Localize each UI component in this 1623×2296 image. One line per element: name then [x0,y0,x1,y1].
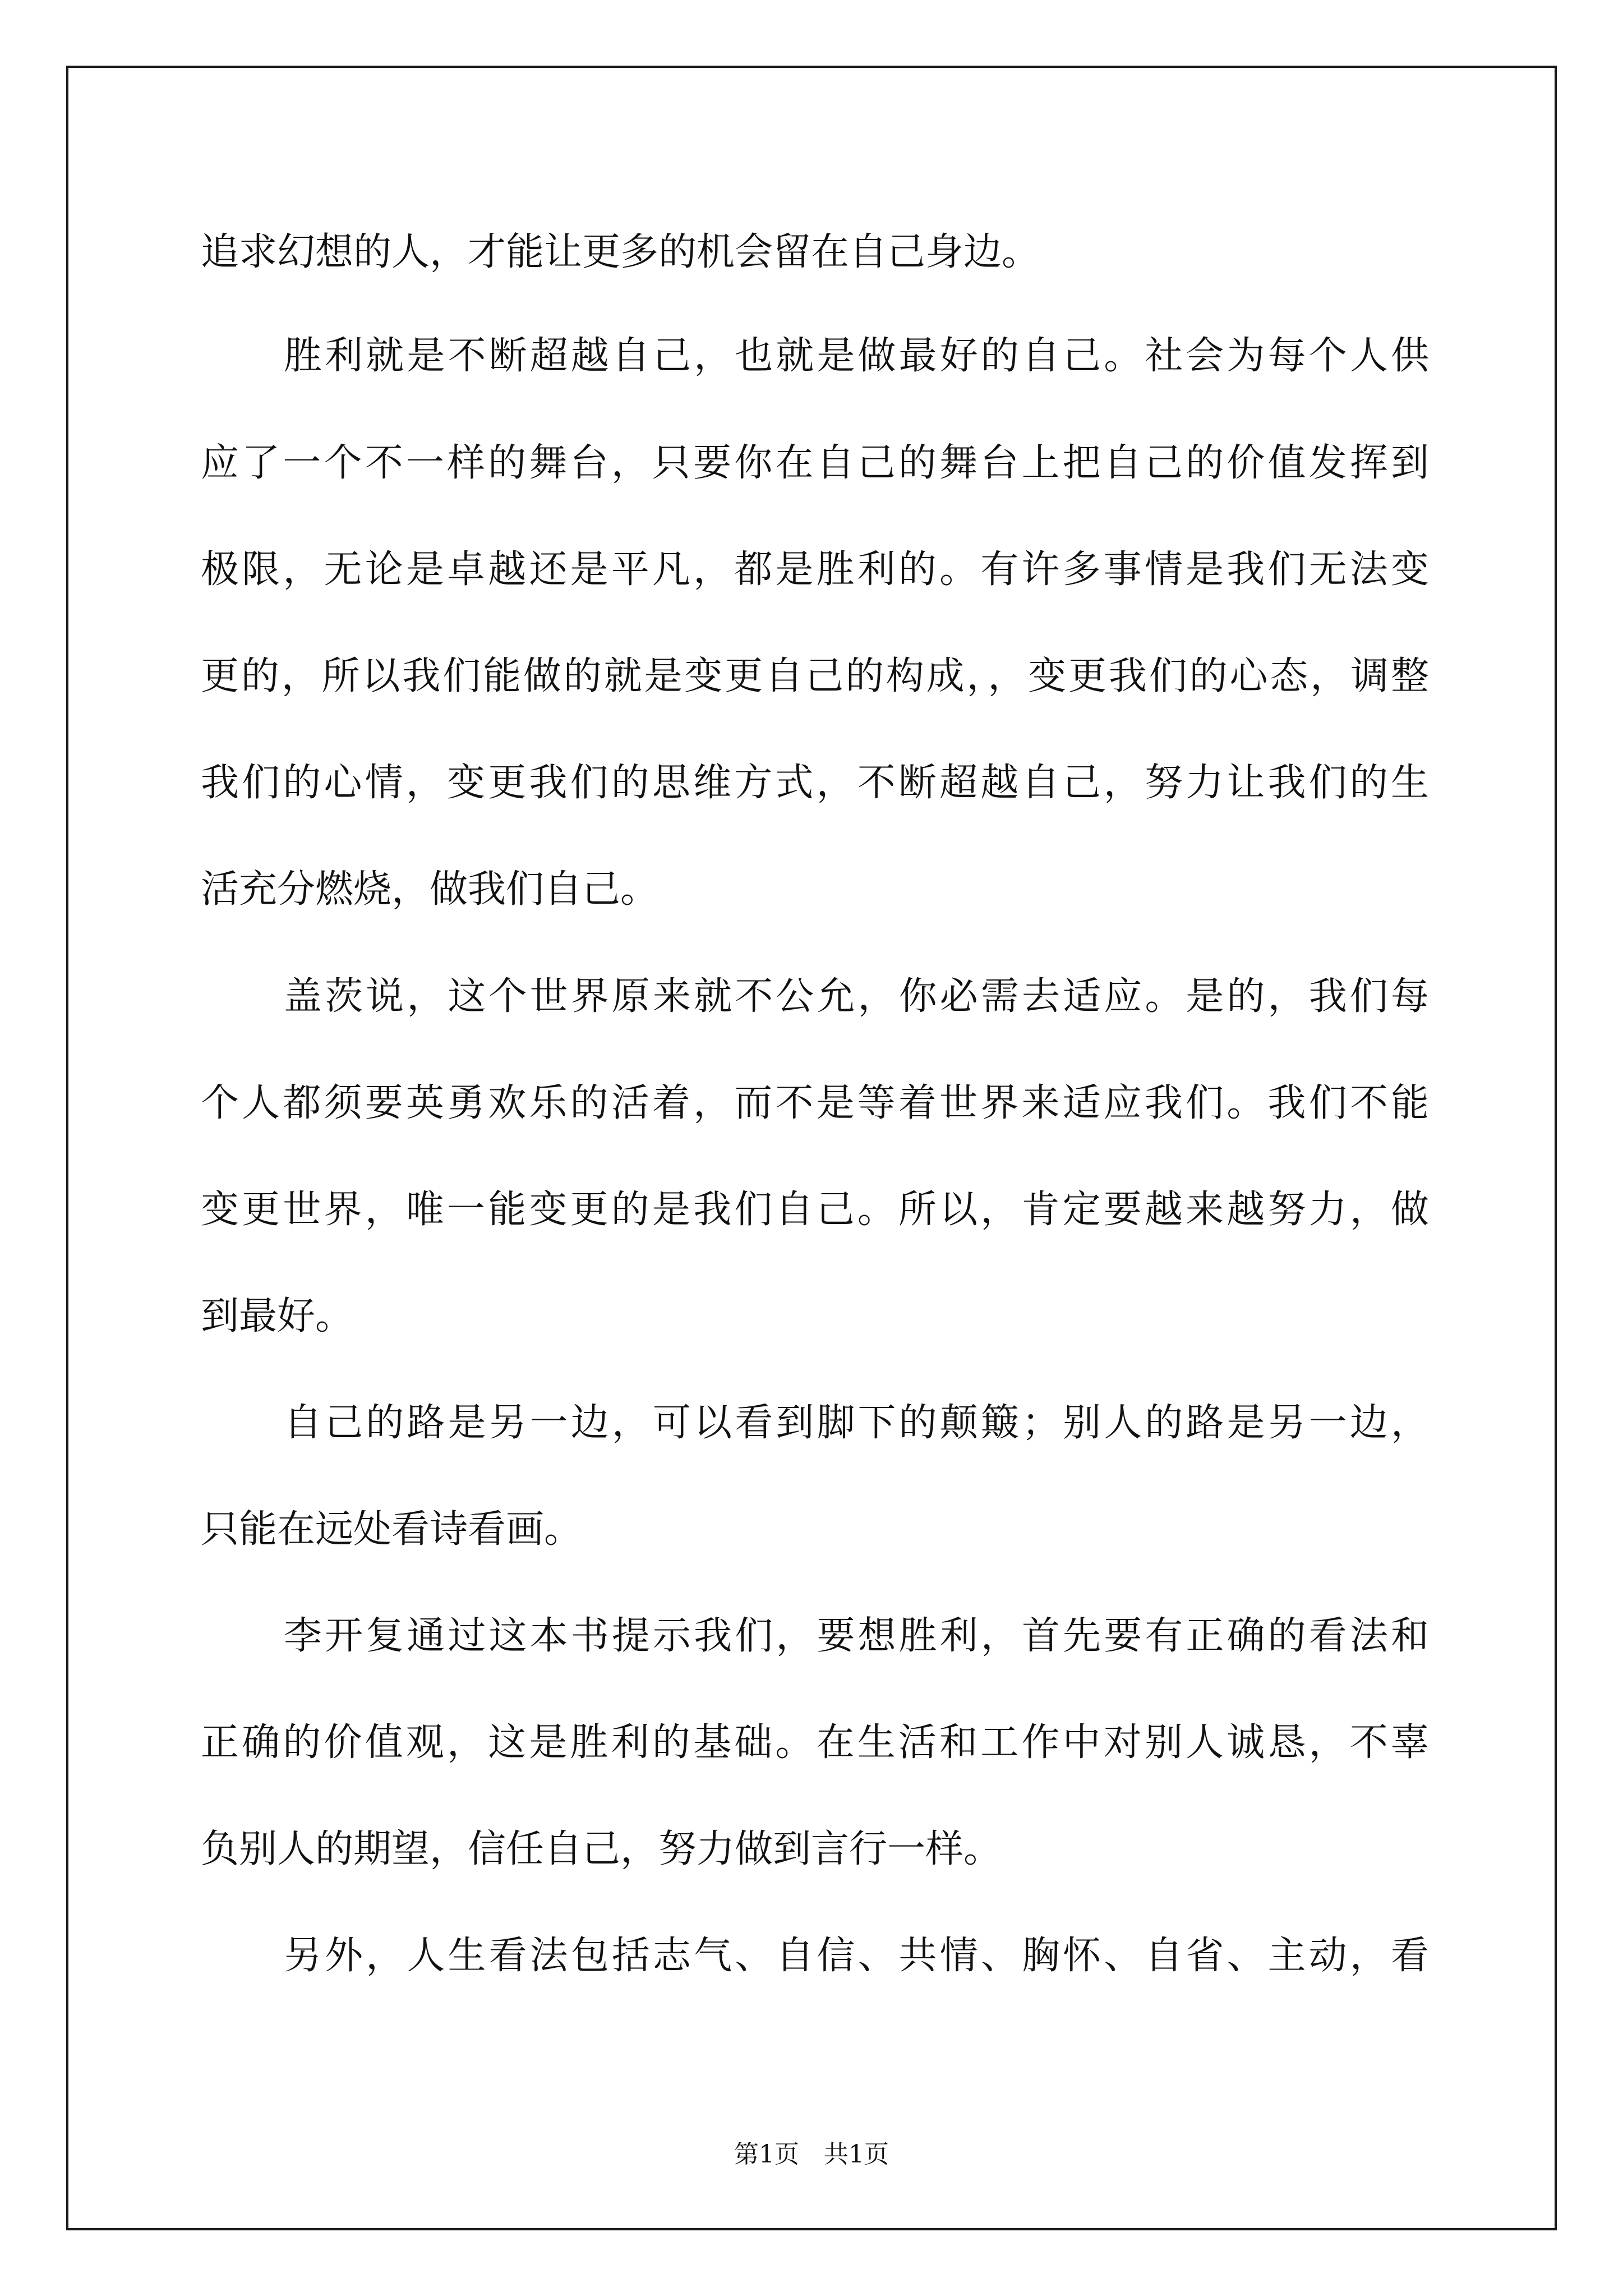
page-number: 第1页 共1页 [734,2140,889,2169]
body-line-11: 到最好。 [201,1294,354,1338]
page-border [66,66,1557,2230]
body-line-14: 李开复通过这本书提示我们，要想胜利，首先要有正确的看法和 [284,1614,1429,1658]
body-line-2: 胜利就是不断超越自己，也就是做最好的自己。社会为每个人供 [284,334,1429,378]
body-line-17: 另外，人生看法包括志气、自信、共情、胸怀、自省、主动，看 [284,1934,1429,1978]
body-line-13: 只能在远处看诗看画。 [201,1507,583,1552]
body-line-6: 我们的心情，变更我们的思维方式，不断超越自己，努力让我们的生 [201,761,1429,805]
body-line-16: 负别人的期望，信任自己，努力做到言行一样。 [201,1827,1002,1871]
body-line-9: 个人都须要英勇欢乐的活着，而不是等着世界来适应我们。我们不能 [201,1081,1429,1125]
body-line-1: 追求幻想的人，才能让更多的机会留在自己身边。 [201,230,1040,274]
body-line-12: 自己的路是另一边，可以看到脚下的颠簸；别人的路是另一边， [284,1401,1429,1445]
body-line-10: 变更世界，唯一能变更的是我们自己。所以，肯定要越来越努力，做 [201,1188,1429,1232]
body-line-7: 活充分燃烧，做我们自己。 [201,867,659,912]
body-line-4: 极限，无论是卓越还是平凡，都是胜利的。有许多事情是我们无法变 [201,547,1429,592]
body-line-8: 盖茨说，这个世界原来就不公允，你必需去适应。是的，我们每 [284,974,1429,1019]
body-line-3: 应了一个不一样的舞台，只要你在自己的舞台上把自己的价值发挥到 [201,441,1429,485]
body-line-15: 正确的价值观，这是胜利的基础。在生活和工作中对别人诚恳，不辜 [201,1720,1429,1765]
body-line-5: 更的，所以我们能做的就是变更自己的构成，，变更我们的心态，调整 [201,654,1429,698]
